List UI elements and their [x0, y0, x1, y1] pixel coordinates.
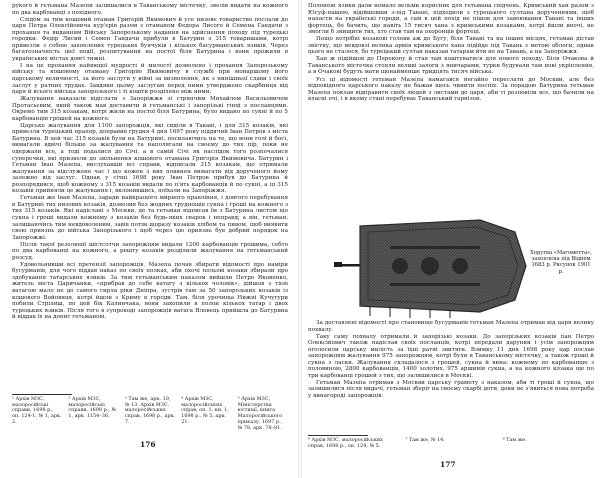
- right-paragraph: Усі ці відомості гетьман Мазепа намагався негайно переслати до Москви, але без відповідного царського наказу не бажав щось чинити поспіх. За порадою Батурина гетьман Мазепа поклав відправити своїх людей з листами до царя, аби ті розповіли все, що бачили на власні очі, і в якому стані перебуває Таванський гарнізон.: [308, 76, 594, 103]
- right-paragraph: Гетьман Мазепа отримав з Москви царську грамоту з наказом, аби ті гроші й сукна, що залишилися після видачі, гетьман зберіг на своєму скарбі доти, доки не з'явиться нова потреба у винагороді запорожців.: [308, 379, 594, 400]
- left-paragraph: Царське жалування для 1100 запорожців, які сиділи в Тавані, і для 315 козаків, які привезли турецький прапор, доправив грудня 4 дня 1697 року піддячий Іван Петров з міста Батурина. В цей час 315 козаків були на Батурині, посилаючись на те, що вони голі й босі, вимагали вдвічі більше за жалування та наполягали на своєму до тих пір, поки не одержали все, а тоді подалися до Січі, а в самій Січі як наслідок того розпочалися суперечки, які призвели до звільнення кошового отамана Григорія Якимовича. Батурин і Гетьман Іван Мазепа, вислухавши всі справи, відписали 315 козакам, що отримали жалування за відслужене час і що кожен з них повинен вимагати від дорученого йому залежно від заслуг. Однак у січні 1698 року Іван Петров прибув до Батурина й розпорядився, щоб кожному з 315 козаків видали по п'ять карбованців й по сукні, а ці 315 козаків прийняли це жалування і, вклонившись, поїхали на Запоріжжя.: [12, 122, 288, 195]
- right-footnotes: [308, 438, 594, 449]
- right-paragraph: Полонені язики дали немало вельми корисних для гетьмана свідчень. Кримський хан разом з Юсуф-пашею, відійшовши з-під Тавані, підходили з турецького султана дорученнями, щоб напасти на українські городи, а сам в цей похід не пішов для завоювання Тавані та інших фортець, бо бачить, що навіть 15 тисяч хана з кримськими козаками, котрі йшли вночі, не змогли б знищити тих, хто став там на охоронців фортеці.: [308, 3, 594, 36]
- page-number: 177: [440, 460, 456, 469]
- right-paragraph: За доставлені відомості про становище бусурманів гетьман Мазепа отримав від царя велику похвалу.: [308, 320, 594, 333]
- left-page-body: [12, 3, 288, 383]
- right-paragraph: Таку саму похвалу отримали й запорізькі козаки. До запорізьких козаків пан Петро Олексійович також надіслав своїх посланців, котрі передали дарунки і усім запорожцям оголосили царську милість за їхні ратні звитяги. Взимку 11 дня 1698 року цар послав запорожцям жалування 975 запорожцям, котрі були в Таванському містечку, а також гроші й сукна з ласки. Жалування складалося з грошей, сукна й вина: кожному по карбованцю з половиною, 2800 карбованців, 1400 золотих, 975 аршинів сукна, а на кожного козака ще по три карбованці грошей з тих, що залишилися в Москві.: [308, 333, 594, 379]
- banner-cloth: [360, 220, 526, 312]
- flag-pole: [340, 264, 362, 267]
- right-page-body-top: [308, 3, 594, 209]
- left-paragraph: Удовольнивши всі претензії запорожців, Мазепа почав збирати відомості про наміри бусурманів, для чого віддав наказ по своїх полках, аби охочі польові козаки збирали про здобування татарських язиків. За тим гетьманським наказом вийшли Петро Яковенко, житель міста Царичанки, «прибрав до себе ватагу з кількох чоловік», дійшов з тією ватагою мало не до самого гирла ріки Дніпра, зустрів там за 50 запорозьких козаків із кошового Войовиця, котрі йшли з Криму в городи. Там, біля урочища Нижні Кучугури побили Стрілиш, по цей бік Калинчака, вони захопили в полон кількох татар і двох турецьких язиків. Після того в супроводі запорожців ватага Яловець прийшла до Батурина й віддав їх на допит гетьманові.: [12, 261, 288, 321]
- right-page-body-bottom: [308, 320, 594, 432]
- banner-illustration: [330, 212, 530, 320]
- footnote: ⁵ Архів МЗС, Міністерства юстиції, книга Малоросійського приказу, 1697 р., № 78, арк. 78–81.: [237, 396, 283, 431]
- footnote: ¹ Архів МЗС, малоросійські справи, 1698 р., оп. 124-1, № 1, арк. 2.: [12, 396, 62, 425]
- footnote: ⁴ Архів МЗС, малоросійських справ, оп. 1, кн. 1, 1698 р., № 5, арк. 21.: [181, 396, 229, 425]
- right-paragraph: Пощо потрібні козакові голови аж до Бугу, біля Тавані та на інших місцях, гетьман дістав звістку, що невдовзі велика армія кримського хана підійде під Тавань з метою облоги; однак цього не сталося, бо турецький султан наказав татарам йти не на Тавань, а на Запоріжжя.: [308, 36, 594, 56]
- right-page: [300, 0, 600, 478]
- footnote: ⁸ Там же.: [502, 437, 527, 443]
- banner-icon: [330, 212, 530, 320]
- left-paragraph: рукого й гетьмана Мазепи залишалися в Таванському містечку, звелів видати на кожного по два карбованці з похідного.: [12, 3, 288, 16]
- footnote-rule: [12, 394, 72, 395]
- left-footnotes: [12, 397, 288, 431]
- page-number: 176: [140, 440, 156, 449]
- left-paragraph: І на це прохання найвищої мудрості й милості дозволено і прохання Запорозькому війську та кошовому отаману Григорію Якимовичу в службі при монаршому його царському величності, за його заслуги у війні за визволення, як з нинішньої слави і своїх заслуг у ратних трудах. Завдяки цьому заслугам перед ними утверджено скарбниця від царя й всього війська запорозького і ті кошти розділено між ними.: [12, 62, 288, 96]
- footnote: ² Архів МЗС, малоросійські справи, 1698 р., № 1, арк. 1154–36.: [68, 396, 116, 420]
- left-paragraph: Жалування наказали відіслати з Запоріжжя зі стряпчим Михайлом Васильовичем Протасьєвим, який також мав доставити й гетьманські і запорізькі гінці з посланцями. Окремо тим 315 козакам, котрі жили на постої біля Батурина, було видано по сукні й по 5 карбованців грошей на кожного.: [12, 96, 288, 122]
- left-paragraph: Слідом за тим кошовий отаман Григорій Якимович й усе низове товариство послали до царя Петра Олексійовича кур'єрів разом з отаманом Федора Лисого й Семена Гандачи з прохання та виданням Війську Запорозькому надання на здійснення походу під турецькі городки. Федір Лисий і Семен Гандачи прибули в Батурин з 315 товаришами, котрі привезли з собою захоплених турецьких бунчуків і кількох басурманських язиків. Через багатозначність цієї події, розпитування на постої біля Батурина і вони прожили в українських містах довгі тижні.: [12, 16, 288, 62]
- footnote: ³ Там же, арк. 10, № 13. Архів МЗС, малоросійських справ, 1698 р., арк. 7.: [124, 396, 176, 425]
- left-paragraph: Гетьман же Іван Мазепа, заради найкращого мирного правління, і довгого перебування в Батурині тих низових козаків, дозволив без жодних труднощів сукна і гроші на кожного з тих 315 козаків. Які надіслані з Москви, де та гетьман відписав їм з Батурина листом що сукна і гроші видали кожному з козаків без будь-яких сварок і неправд; а він, гетьман, залишаючись тим невдоволеним, завів потім щоразу козаків хлібом та пивом, щоб виявити свою приязнь до війська Запорізького і щоб через цю приязнь був добрий порядок на Запорожжі.: [12, 195, 288, 241]
- footnote: ⁶ Архів МЗС, малоросійських справ, 1698 р., оп. 124, № 5.: [308, 437, 383, 449]
- figure-caption: Хоругва «Магометта», захоплена під Віднем 1683 р. Рисунок 1901 р.: [530, 250, 592, 275]
- left-paragraph: Після такої резолюції шістсотчи запорожцям видали 1200 карбованців грошима, себто по два карбованці на кожного, а решту козаків розділили жалування на гетьманський розсуд.: [12, 241, 288, 261]
- footnote-rule: [308, 435, 368, 436]
- right-paragraph: Хан ж підійшов до Перекопу й став там коштуватися для нового походу. Біля Очакова й Таванського містечка стояли великі залоги з яничарами, турки будували там нові укріплення, а в Очакові будуть мати щонайменше тридцять тисяч війська.: [308, 56, 594, 76]
- footnote: ⁷ Там же, № 14.: [405, 437, 445, 443]
